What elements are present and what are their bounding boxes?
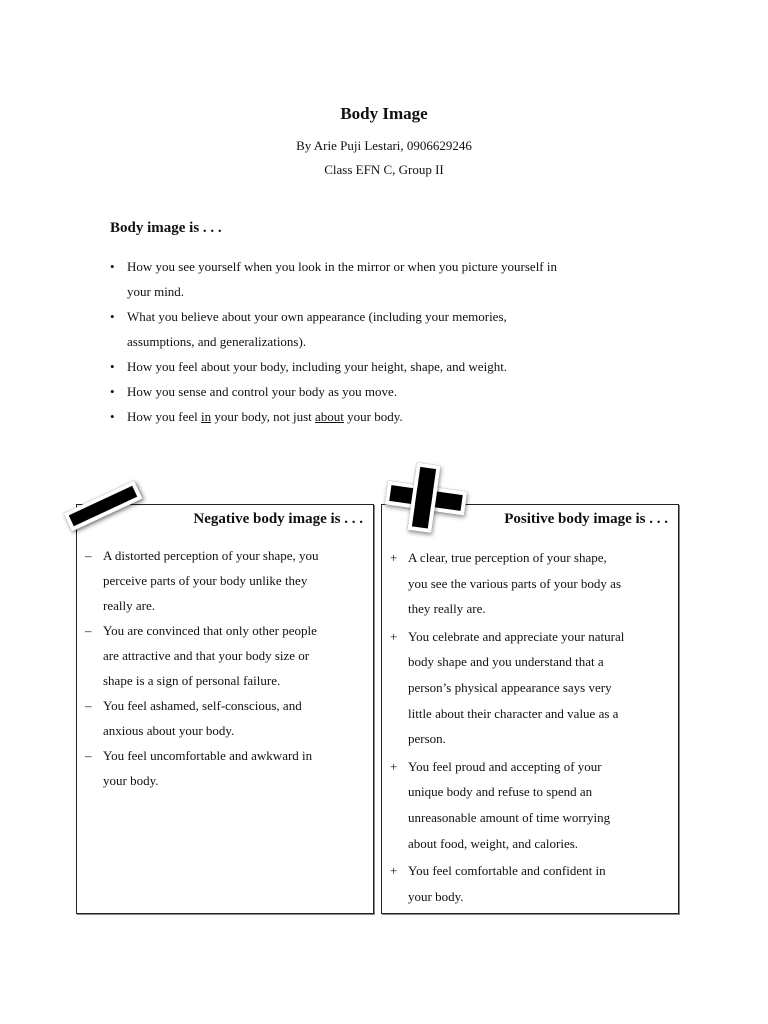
text-fragment: What you believe about your own appearance (including your memories,: [127, 309, 507, 324]
negative-list: [85, 543, 363, 793]
negative-box: [76, 504, 374, 914]
dash-marker: –: [85, 698, 92, 713]
plus-marker: +: [390, 758, 398, 774]
dash-marker: –: [85, 623, 92, 638]
negative-item-line: You are convinced that only other people: [103, 623, 317, 638]
definition-item-continuation: [108, 279, 668, 304]
definition-item: [108, 254, 668, 279]
positive-item: [390, 858, 668, 909]
plus-marker: +: [390, 628, 398, 644]
positive-item-line: A clear, true perception of your shape,: [408, 550, 607, 565]
definition-item-continuation: [108, 329, 668, 354]
underlined-word: about: [315, 409, 344, 424]
positive-item-line: You feel comfortable and confident in: [408, 863, 606, 879]
negative-item-line: are attractive and that your body size or: [103, 648, 310, 663]
positive-item-line: about food, weight, and calories.: [408, 835, 579, 851]
positive-item: [390, 545, 668, 622]
text-fragment: How you see yourself when you look in the mirror or when you picture yourself in: [127, 259, 557, 274]
text-fragment: your mind.: [127, 284, 185, 299]
positive-item-line: you see the various parts of your body as: [408, 575, 622, 591]
dash-marker: –: [85, 748, 92, 763]
text-fragment: How you sense and control your body as you move.: [127, 384, 398, 399]
text-fragment: How you feel about your body, including your height, shape, and weight.: [127, 359, 508, 374]
positive-item-line: person.: [408, 731, 446, 747]
positive-item-line: little about their character and value as a: [408, 705, 619, 721]
negative-item-line: perceive parts of your body unlike they: [103, 573, 308, 588]
definition-heading: Body image is . . .: [110, 220, 222, 236]
negative-item-line: A distorted perception of your shape, you: [103, 548, 319, 563]
negative-item-line: really are.: [103, 598, 155, 613]
positive-item: [390, 754, 668, 856]
page-title: Body Image: [340, 104, 428, 123]
dash-marker: –: [85, 548, 92, 563]
positive-item-line: unique body and refuse to spend an: [408, 784, 593, 800]
plus-marker: +: [390, 863, 398, 879]
text-fragment: How you feel: [127, 409, 202, 424]
plus-sign-icon: [382, 459, 471, 537]
negative-heading: Negative body image is . . .: [193, 511, 363, 527]
positive-heading: Positive body image is . . .: [504, 511, 668, 527]
positive-item-line: unreasonable amount of time worrying: [408, 809, 611, 825]
text-fragment: your body.: [343, 409, 403, 424]
negative-item-line: You feel uncomfortable and awkward in: [103, 748, 313, 763]
definition-list: [108, 254, 668, 429]
text-fragment: assumptions, and generalizations).: [127, 334, 307, 349]
definition-item: [108, 354, 668, 379]
positive-box: [381, 504, 679, 914]
positive-item-line: You celebrate and appreciate your natural: [408, 628, 625, 644]
positive-item: [390, 624, 668, 752]
negative-item-line: anxious about your body.: [103, 723, 235, 738]
definition-item: [108, 404, 668, 429]
positive-item-line: person’s physical appearance says very: [408, 679, 612, 695]
negative-item-line: your body.: [103, 773, 159, 788]
negative-item: [85, 618, 363, 693]
negative-item: [85, 543, 363, 618]
definition-item: [108, 304, 668, 329]
class-line: Class EFN C, Group II: [324, 162, 444, 177]
positive-list: [390, 545, 668, 911]
negative-item-line: shape is a sign of personal failure.: [103, 673, 281, 688]
negative-item: [85, 743, 363, 793]
positive-item-line: your body.: [408, 888, 464, 904]
underlined-word: in: [201, 409, 212, 424]
negative-item: [85, 693, 363, 743]
text-fragment: your body, not just: [211, 409, 316, 424]
positive-item-line: You feel proud and accepting of your: [408, 758, 602, 774]
positive-item-line: they really are.: [408, 601, 486, 617]
positive-item-line: body shape and you understand that a: [408, 654, 604, 670]
plus-marker: +: [390, 550, 398, 565]
author-line: By Arie Puji Lestari, 0906629246: [296, 138, 472, 153]
definition-item: [108, 379, 668, 404]
negative-item-line: You feel ashamed, self-conscious, and: [103, 698, 302, 713]
